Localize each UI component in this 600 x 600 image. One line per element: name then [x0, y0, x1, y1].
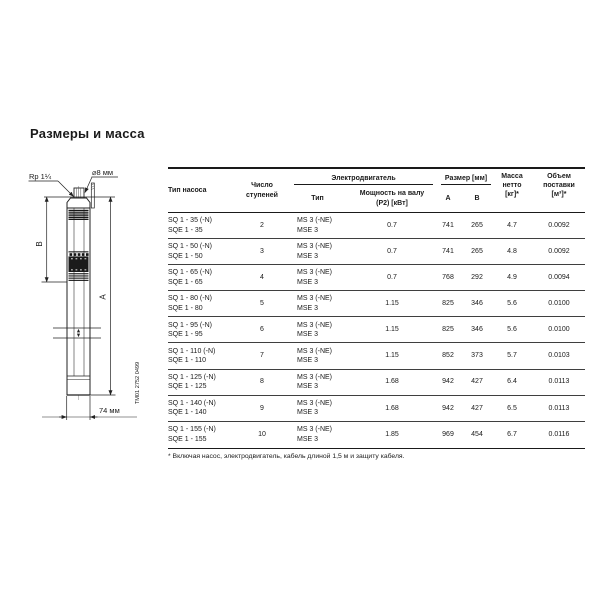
- cell-dim-b: 427: [471, 378, 483, 386]
- cell-pump-type: [168, 213, 240, 238]
- pump-type-line1: SQ 1 - 140 (-N): [168, 399, 216, 407]
- header-motor-type: Тип: [311, 194, 324, 202]
- cell-power: 1.68: [385, 378, 399, 386]
- pump-type-line2: SQE 1 - 125: [168, 383, 207, 391]
- pump-type-line1: SQ 1 - 110 (-N): [168, 347, 216, 355]
- cell-power: 1.68: [385, 404, 399, 412]
- table-row: [168, 265, 585, 291]
- cell-motor-type: [284, 396, 351, 421]
- cell-dim-a: 852: [442, 352, 454, 360]
- cell-stages: 9: [260, 404, 264, 412]
- cable-diameter-label: ⌀8 мм: [92, 168, 114, 177]
- motor-type-line1: MS 3 (-NE): [297, 217, 332, 225]
- connection-size-label: Rp 1¼: [29, 172, 52, 181]
- cell-volume: 0.0116: [548, 431, 570, 439]
- header-motor-group: Электродвигатель: [294, 169, 433, 185]
- motor-type-line2: MSE 3: [297, 226, 319, 234]
- pump-type-line2: SQE 1 - 110: [168, 357, 207, 365]
- cell-dim-a: 741: [442, 221, 454, 229]
- cell-mass: 4.7: [507, 221, 517, 229]
- pump-body: [67, 208, 90, 395]
- cell-motor-type: [284, 422, 351, 448]
- cell-volume: 0.0113: [548, 404, 570, 412]
- pump-type-line1: SQ 1 - 50 (-N): [168, 243, 212, 251]
- cell-power: 0.7: [387, 247, 397, 255]
- header-pump-type: Тип насоса: [168, 186, 207, 194]
- cell-stages: 6: [260, 326, 264, 334]
- motor-type-line1: MS 3 (-NE): [297, 426, 332, 434]
- pump-type-line2: SQE 1 - 50: [168, 252, 203, 260]
- cell-mass: 5.6: [507, 300, 517, 308]
- table-row: [168, 396, 585, 422]
- cell-volume: 0.0113: [548, 378, 570, 386]
- pump-type-line2: SQE 1 - 65: [168, 278, 203, 286]
- header-dim-b: B: [474, 194, 480, 202]
- cell-dim-b: 427: [471, 404, 483, 412]
- cell-dim-a: 825: [442, 326, 454, 334]
- cell-volume: 0.0103: [548, 352, 570, 360]
- cell-pump-type: [168, 317, 240, 342]
- cell-stages: 4: [260, 274, 264, 282]
- page-title: Размеры и масса: [30, 126, 145, 141]
- cell-power: 0.7: [387, 221, 397, 229]
- cell-dim-a: 969: [442, 431, 454, 439]
- header-size-group: Размер [мм]: [441, 169, 491, 185]
- pump-type-line1: SQ 1 - 155 (-N): [168, 426, 216, 434]
- table-row: [168, 343, 585, 369]
- motor-type-line1: MS 3 (-NE): [297, 295, 332, 303]
- cell-stages: 5: [260, 300, 264, 308]
- cell-dim-b: 373: [471, 352, 483, 360]
- table-row: [168, 422, 585, 448]
- motor-type-line2: MSE 3: [297, 278, 319, 286]
- pump-type-line1: SQ 1 - 95 (-N): [168, 321, 212, 329]
- cell-volume: 0.0092: [548, 221, 570, 229]
- motor-type-line2: MSE 3: [297, 357, 319, 365]
- dim-a-label: A: [98, 294, 108, 300]
- header-stages: Число ступеней: [246, 182, 278, 199]
- discharge-thread-stub: [74, 188, 84, 198]
- cell-volume: 0.0092: [548, 247, 570, 255]
- motor-type-line1: MS 3 (-NE): [297, 347, 332, 355]
- cell-dim-a: 942: [442, 378, 454, 386]
- pump-type-line1: SQ 1 - 65 (-N): [168, 269, 212, 277]
- cell-motor-type: [284, 239, 351, 264]
- cell-pump-type: [168, 291, 240, 316]
- cell-dim-b: 292: [471, 274, 483, 282]
- cell-dim-b: 346: [471, 326, 483, 334]
- motor-type-line1: MS 3 (-NE): [297, 243, 332, 251]
- table-row: [168, 213, 585, 239]
- cell-dim-b: 265: [471, 221, 483, 229]
- motor-type-line1: MS 3 (-NE): [297, 373, 332, 381]
- cell-power: 1.85: [385, 431, 399, 439]
- pump-type-line2: SQE 1 - 95: [168, 330, 203, 338]
- cell-pump-type: [168, 370, 240, 395]
- cell-mass: 4.8: [507, 247, 517, 255]
- table-row: [168, 317, 585, 343]
- cell-mass: 5.6: [507, 326, 517, 334]
- cell-motor-type: [284, 213, 351, 238]
- dimensions-table: [168, 167, 585, 449]
- bottom-width-label: 74 мм: [99, 406, 120, 415]
- table-footnote: * Включая насос, электродвигатель, кабель длиной 1,5 м и защиту кабеля.: [168, 453, 405, 460]
- dim-b-label: B: [35, 241, 44, 247]
- cell-dim-b: 265: [471, 247, 483, 255]
- cell-power: 0.7: [387, 274, 397, 282]
- cell-volume: 0.0094: [548, 274, 570, 282]
- cell-motor-type: [284, 343, 351, 368]
- cell-mass: 6.7: [507, 431, 517, 439]
- motor-type-line2: MSE 3: [297, 435, 319, 443]
- cell-dim-a: 825: [442, 300, 454, 308]
- cell-stages: 8: [260, 378, 264, 386]
- cell-motor-type: [284, 370, 351, 395]
- motor-type-line1: MS 3 (-NE): [297, 269, 332, 277]
- motor-type-line2: MSE 3: [297, 330, 319, 338]
- pump-type-line1: SQ 1 - 125 (-N): [168, 373, 216, 381]
- cell-mass: 4.9: [507, 274, 517, 282]
- table-row: [168, 370, 585, 396]
- table-body: [168, 213, 585, 449]
- pump-type-line1: SQ 1 - 80 (-N): [168, 295, 212, 303]
- table-row: [168, 291, 585, 317]
- pump-type-line1: SQ 1 - 35 (-N): [168, 217, 212, 225]
- figure-id-label: TM01 2752 0499: [135, 361, 141, 405]
- cell-power: 1.15: [385, 352, 399, 360]
- motor-type-line1: MS 3 (-NE): [297, 321, 332, 329]
- cell-mass: 5.7: [507, 352, 517, 360]
- cell-pump-type: [168, 343, 240, 368]
- cell-motor-type: [284, 291, 351, 316]
- cell-mass: 6.4: [507, 378, 517, 386]
- cell-stages: 10: [258, 431, 266, 439]
- motor-type-line1: MS 3 (-NE): [297, 399, 332, 407]
- cell-motor-type: [284, 317, 351, 342]
- cell-stages: 7: [260, 352, 264, 360]
- cell-dim-a: 741: [442, 247, 454, 255]
- header-dim-a: A: [445, 194, 451, 202]
- cell-stages: 2: [260, 221, 264, 229]
- cell-pump-type: [168, 422, 240, 448]
- cell-stages: 3: [260, 247, 264, 255]
- motor-type-line2: MSE 3: [297, 304, 319, 312]
- pump-type-line2: SQE 1 - 35: [168, 226, 203, 234]
- header-power: Мощность на валу (P2) [кВт]: [359, 190, 425, 207]
- motor-type-line2: MSE 3: [297, 252, 319, 260]
- cell-dim-b: 454: [471, 431, 483, 439]
- header-volume: Объем поставки [м³]*: [543, 173, 575, 199]
- table-row: [168, 239, 585, 265]
- cell-pump-type: [168, 265, 240, 290]
- pump-outline: [67, 183, 94, 395]
- cell-dim-a: 942: [442, 404, 454, 412]
- header-mass: Масса нетто [кг]*: [501, 173, 523, 199]
- pump-dimension-drawing: [15, 150, 165, 450]
- pump-type-line2: SQE 1 - 155: [168, 435, 207, 443]
- cell-volume: 0.0100: [548, 300, 570, 308]
- pump-type-line2: SQE 1 - 80: [168, 304, 203, 312]
- table-header: [168, 167, 585, 213]
- cell-dim-a: 768: [442, 274, 454, 282]
- cell-dim-b: 346: [471, 300, 483, 308]
- cell-power: 1.15: [385, 300, 399, 308]
- cell-motor-type: [284, 265, 351, 290]
- pump-top-cap: [67, 198, 90, 208]
- motor-type-line2: MSE 3: [297, 383, 319, 391]
- cell-pump-type: [168, 396, 240, 421]
- motor-type-line2: MSE 3: [297, 409, 319, 417]
- cell-mass: 6.5: [507, 404, 517, 412]
- cell-volume: 0.0100: [548, 326, 570, 334]
- cell-power: 1.15: [385, 326, 399, 334]
- pump-type-line2: SQE 1 - 140: [168, 409, 207, 417]
- cell-pump-type: [168, 239, 240, 264]
